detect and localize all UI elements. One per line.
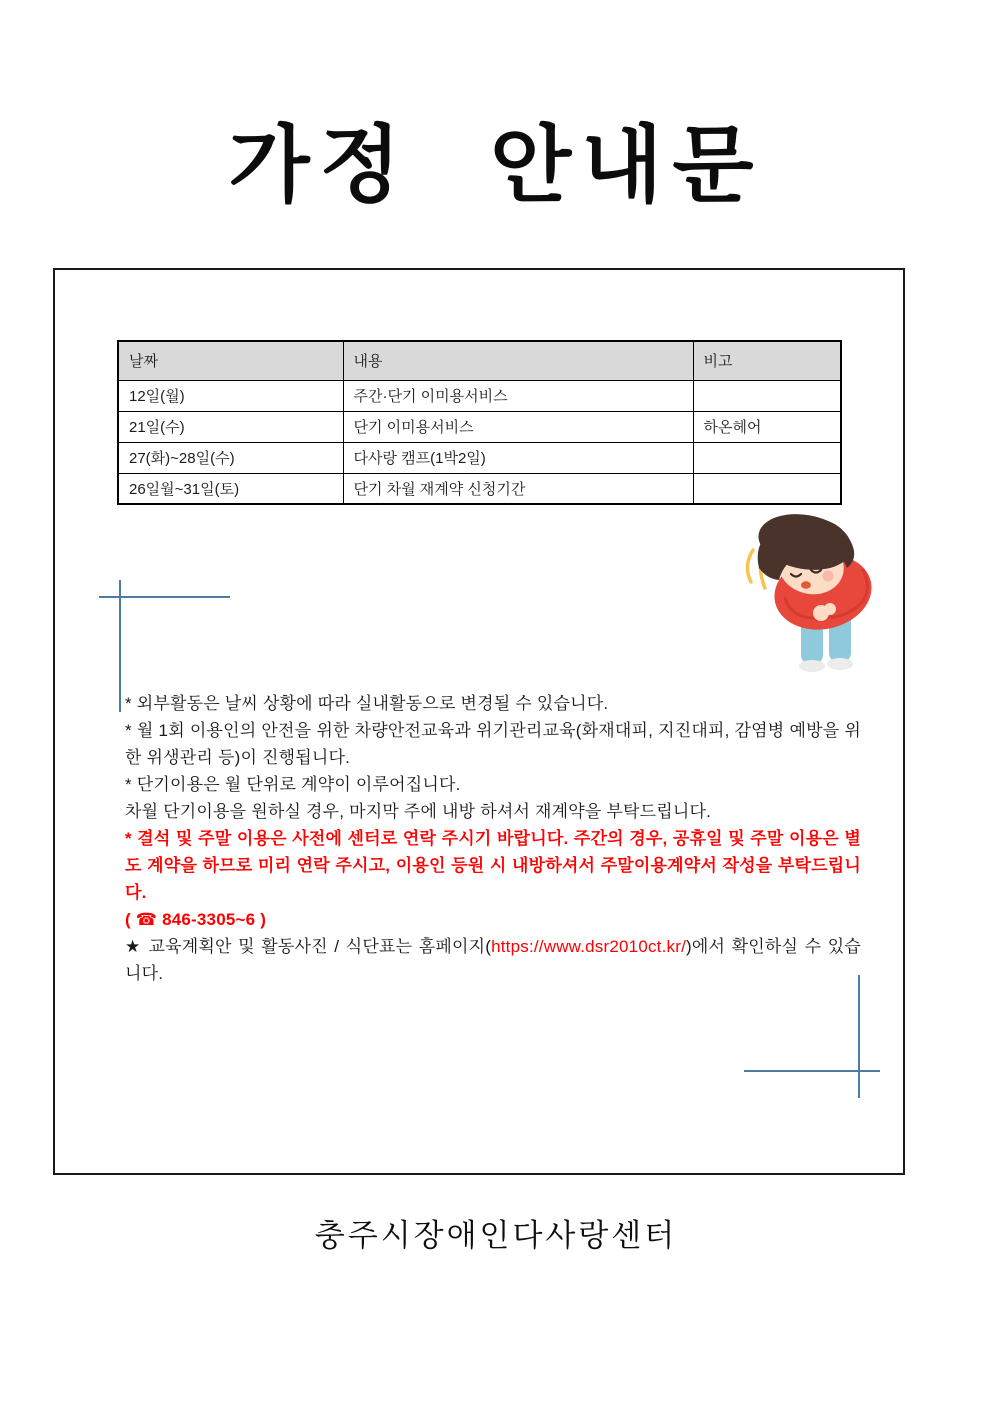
notice-short-term-contract: * 단기이용은 월 단위로 계약이 이루어집니다.: [125, 775, 461, 794]
homepage-text-prefix: ★ 교육계획안 및 활동사진 / 식단표는 홈페이지(: [125, 937, 492, 956]
schedule-table: [117, 340, 842, 505]
table-row: [118, 380, 841, 411]
page-title: 가정 안내문: [228, 118, 764, 212]
motion-line-icon: [747, 550, 753, 582]
cell-date: 12일(월): [118, 380, 343, 411]
cell-note: 하온헤어: [693, 411, 841, 442]
content-box: [53, 268, 905, 1175]
cell-note: [693, 442, 841, 473]
col-header-date: 날짜: [118, 341, 343, 380]
homepage-text-suffix: )에서 확인하실 수 있습니다.: [125, 937, 861, 983]
cell-content: 다사랑 캠프(1박2일): [343, 442, 693, 473]
notice-safety-education: * 월 1회 이용인의 안전을 위한 차량안전교육과 위기관리교육(화재대피, 지진대피, 감염병 예방을 위한 위생관리 등)이 진행됩니다.: [125, 721, 861, 767]
center-name-footer: 충주시장애인다사랑센터: [314, 1218, 678, 1253]
cell-note: [693, 380, 841, 411]
table-row: [118, 473, 841, 504]
cell-note: [693, 473, 841, 504]
crosshair-mark-top-left-vertical: [119, 580, 121, 712]
crosshair-mark-bottom-right-vertical: [858, 975, 860, 1098]
table-row: [118, 442, 841, 473]
notice-absence-weekend: * 결석 및 주말 이용은 사전에 센터로 연락 주시기 바랍니다. 주간의 경우, 공휴일 및 주말 이용은 별도 계약을 하므로 미리 연락 주시고, 이용인 등원 시 내방하셔서 주말이용계약서 작성을 부탁드립니다.: [125, 829, 861, 902]
col-header-note: 비고: [693, 341, 841, 380]
cell-date: 21일(수): [118, 411, 343, 442]
cell-date: 26일월~31일(토): [118, 473, 343, 504]
notice-homepage: [125, 933, 861, 987]
cell-date: 27(화)~28일(수): [118, 442, 343, 473]
col-header-content: 내용: [343, 341, 693, 380]
bowing-boy-illustration: [735, 506, 887, 674]
homepage-url-link[interactable]: https://www.dsr2010ct.kr/: [491, 937, 686, 956]
cell-content: 주간·단기 이미용서비스: [343, 380, 693, 411]
cell-content: 단기 차월 재계약 신청기간: [343, 473, 693, 504]
table-header-row: [118, 341, 841, 380]
notice-recontract: 차월 단기이용을 원하실 경우, 마지막 주에 내방 하셔서 재계약을 부탁드립니다.: [125, 802, 712, 821]
cell-content: 단기 이미용서비스: [343, 411, 693, 442]
table-row: [118, 411, 841, 442]
notice-text-block: [125, 690, 861, 987]
notice-outdoor-activity: * 외부활동은 날씨 상황에 따라 실내활동으로 변경될 수 있습니다.: [125, 694, 609, 713]
phone-number: ( ☎ 846-3305~6 ): [125, 910, 267, 929]
